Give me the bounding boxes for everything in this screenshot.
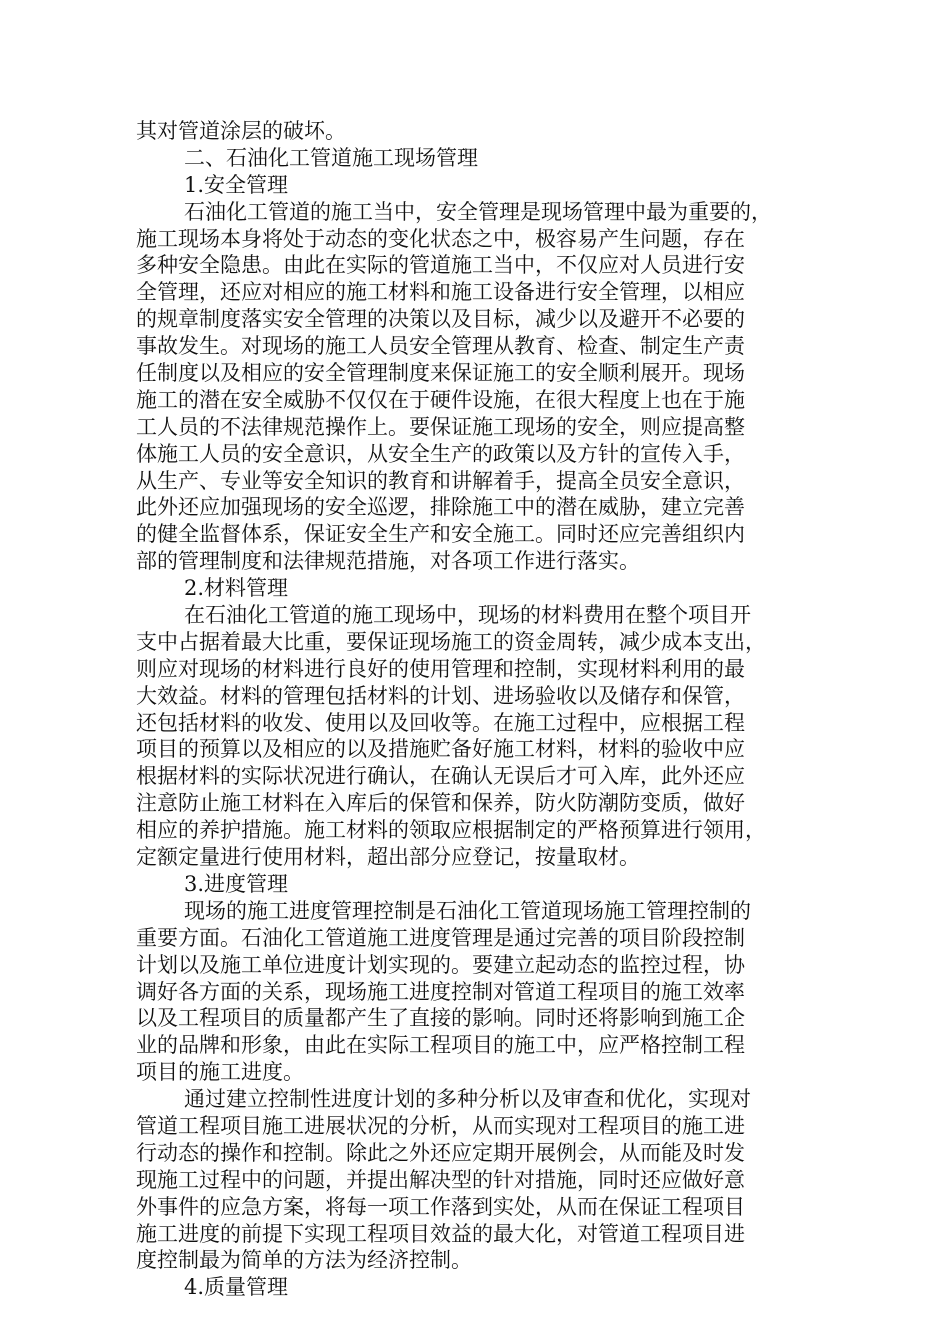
- text-line: 则应对现场的材料进行良好的使用管理和控制，实现材料利用的最: [136, 656, 745, 681]
- section-heading: 二、石油化工管道施工现场管理: [184, 145, 478, 170]
- text-line: 现场的施工进度管理控制是石油化工管道现场施工管理控制的: [184, 898, 751, 923]
- subsection-heading-safety: 1.安全管理: [184, 172, 289, 197]
- text-line: 定额定量进行使用材料，超出部分应登记，按量取材。: [136, 845, 640, 870]
- text-line: 任制度以及相应的安全管理制度来保证施工的安全顺利展开。现场: [136, 361, 745, 386]
- text-line: 外事件的应急方案，将每一项工作落到实处，从而在保证工程项目: [136, 1194, 745, 1219]
- text-line: 此外还应加强现场的安全巡逻，排除施工中的潜在威胁，建立完善: [136, 495, 745, 520]
- text-line: 以及工程项目的质量都产生了直接的影响。同时还将影响到施工企: [136, 1006, 745, 1031]
- text-line: 全管理，还应对相应的施工材料和施工设备进行安全管理，以相应: [136, 280, 745, 305]
- text-line: 部的管理制度和法律规范措施，对各项工作进行落实。: [136, 549, 640, 574]
- text-line: 计划以及施工单位进度计划实现的。要建立起动态的监控过程，协: [136, 952, 745, 977]
- text-line: 支中占据着最大比重，要保证现场施工的资金周转，减少成本支出，: [136, 629, 766, 654]
- text-line: 相应的养护措施。施工材料的领取应根据制定的严格预算进行领用，: [136, 818, 766, 843]
- text-line: 项目的施工进度。: [136, 1060, 304, 1085]
- text-line: 石油化工管道的施工当中，安全管理是现场管理中最为重要的，: [184, 199, 772, 224]
- text-line: 施工现场本身将处于动态的变化状态之中，极容易产生问题，存在: [136, 226, 745, 251]
- text-line: 还包括材料的收发、使用以及回收等。在施工过程中，应根据工程: [136, 710, 745, 735]
- text-line: 管道工程项目施工进展状况的分析，从而实现对工程项目的施工进: [136, 1113, 745, 1138]
- text-line: 多种安全隐患。由此在实际的管道施工当中，不仅应对人员进行安: [136, 253, 745, 278]
- text-line: 根据材料的实际状况进行确认，在确认无误后才可入库，此外还应: [136, 764, 745, 789]
- subsection-heading-schedule: 3.进度管理: [184, 871, 289, 896]
- text-line: 项目的预算以及相应的以及措施贮备好施工材料，材料的验收中应: [136, 737, 745, 762]
- text-line: 度控制最为简单的方法为经济控制。: [136, 1248, 472, 1273]
- text-line: 体施工人员的安全意识，从安全生产的政策以及方针的宣传入手，: [136, 441, 745, 466]
- document-body: [136, 118, 808, 1301]
- text-line: 工人员的不法律规范操作上。要保证施工现场的安全，则应提高整: [136, 414, 745, 439]
- text-line: 行动态的操作和控制。除此之外还应定期开展例会，从而能及时发: [136, 1140, 745, 1165]
- text-line: 现施工过程中的问题，并提出解决型的针对措施，同时还应做好意: [136, 1167, 745, 1192]
- text-line: 施工的潜在安全威胁不仅仅在于硬件设施，在很大程度上也在于施: [136, 387, 745, 412]
- text-line: 注意防止施工材料在入库后的保管和保养，防火防潮防变质，做好: [136, 791, 745, 816]
- text-line: 通过建立控制性进度计划的多种分析以及审查和优化，实现对: [184, 1087, 751, 1112]
- text-line: 业的品牌和形象，由此在实际工程项目的施工中，应严格控制工程: [136, 1033, 745, 1058]
- text-line: 调好各方面的关系，现场施工进度控制对管道工程项目的施工效率: [136, 979, 745, 1004]
- subsection-heading-materials: 2.材料管理: [184, 576, 289, 601]
- text-line: 的规章制度落实安全管理的决策以及目标，减少以及避开不必要的: [136, 307, 745, 332]
- text-line: 在石油化工管道的施工现场中，现场的材料费用在整个项目开: [184, 603, 751, 628]
- text-line: 施工进度的前提下实现工程项目效益的最大化，对管道工程项目进: [136, 1221, 745, 1246]
- text-line: 大效益。材料的管理包括材料的计划、进场验收以及储存和保管，: [136, 683, 745, 708]
- subsection-heading-quality: 4.质量管理: [184, 1275, 289, 1300]
- text-line: 从生产、专业等安全知识的教育和讲解着手，提高全员安全意识，: [136, 468, 745, 493]
- text-line: 事故发生。对现场的施工人员安全管理从教育、检查、制定生产责: [136, 334, 745, 359]
- text-line: 的健全监督体系，保证安全生产和安全施工。同时还应完善组织内: [136, 522, 745, 547]
- text-line: 重要方面。石油化工管道施工进度管理是通过完善的项目阶段控制: [136, 925, 745, 950]
- paragraph-continuation: 其对管道涂层的破坏。: [136, 119, 346, 143]
